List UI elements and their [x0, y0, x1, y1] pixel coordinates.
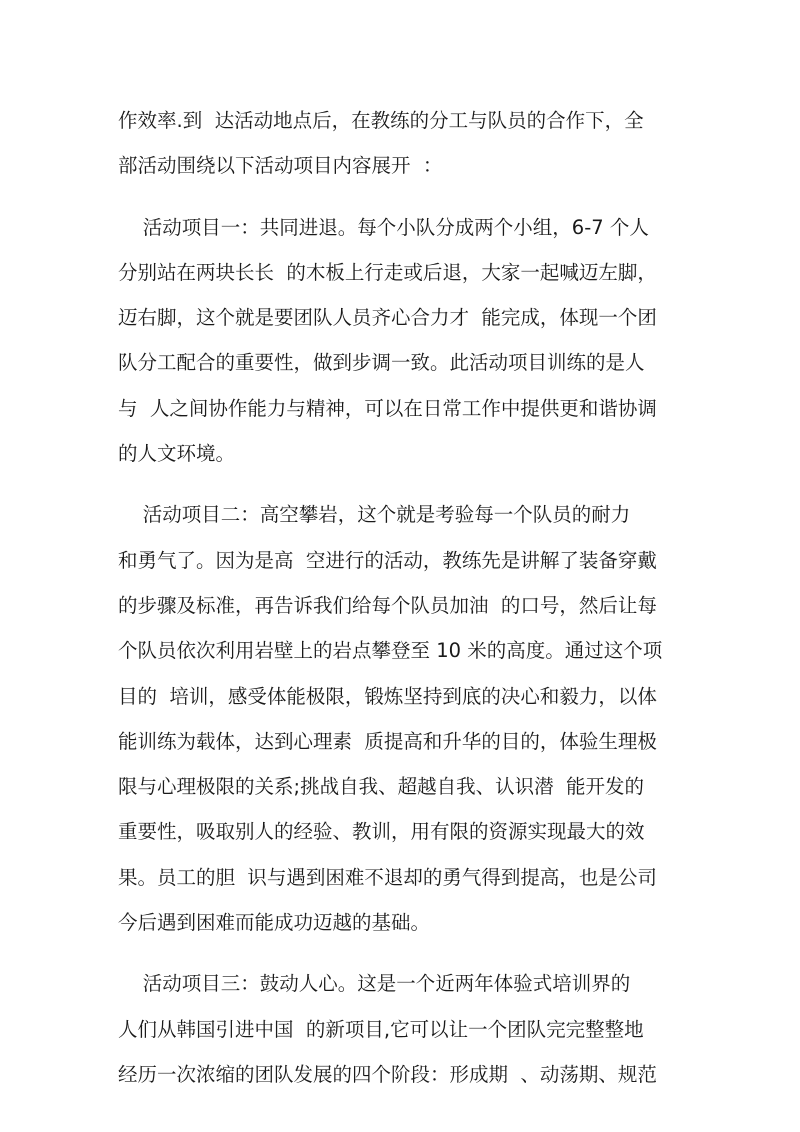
text-line: 的步骤及标准，再告诉我们给每个队员加油 的口号，然后让每	[118, 593, 657, 617]
text-line: 重要性，吸取别人的经验、教训，用有限的资源实现最大的效	[118, 820, 645, 844]
text-line: 活动项目二：高空攀岩，这个就是考验每一个队员的耐力	[118, 503, 631, 527]
paragraph	[118, 492, 686, 945]
text-line: 个队员依次利用岩壁上的岩点攀登至 10 米的高度。通过这个项	[118, 639, 663, 663]
text-line: 人们从韩国引进中国 的新项目,它可以让一个团队完完整整地	[118, 1017, 644, 1041]
text-line: 作效率.到 达活动地点后，在教练的分工与队员的合作下，全	[118, 109, 644, 132]
text-line: 队分工配合的重要性，做到步调一致。此活动项目训练的是人	[118, 351, 645, 375]
text-line: 限与心理极限的关系;挑战自我、超越自我、认识潜 能开发的	[118, 775, 644, 799]
text-line: 今后遇到困难而能成功迈越的基础。	[118, 911, 431, 935]
paragraph-gap	[118, 189, 686, 205]
text-line: 迈右脚，这个就是要团队人员齐心合力才 能完成，体现一个团	[118, 306, 657, 330]
text-line: 果。员工的胆 识与遇到困难不退却的勇气得到提高，也是公司	[118, 865, 657, 889]
paragraph	[118, 205, 686, 477]
paragraph	[118, 961, 686, 1097]
document-page	[118, 98, 686, 1097]
text-line: 目的 培训，感受体能极限，锻炼坚持到底的决心和毅力，以体	[118, 684, 657, 708]
text-line: 能训练为载体，达到心理素 质提高和升华的目的，体验生理极	[118, 729, 657, 753]
text-line: 和勇气了。因为是高 空进行的活动，教练先是讲解了装备穿戴	[118, 548, 657, 572]
text-line: 分别站在两块长长 的木板上行走或后退，大家一起喊迈左脚，	[118, 260, 657, 284]
text-line: 的人文环境。	[118, 442, 236, 466]
text-line: 部活动围绕以下活动项目内容展开 ：	[118, 154, 443, 178]
paragraph-gap	[118, 945, 686, 961]
text-line: 经历一次浓缩的团队发展的四个阶段：形成期 、动荡期、规范	[118, 1062, 657, 1086]
paragraph-gap	[118, 476, 686, 492]
paragraph	[118, 98, 686, 189]
text-line: 活动项目三：鼓动人心。这是一个近两年体验式培训界的	[118, 972, 631, 996]
text-line: 与 人之间协作能力与精神，可以在日常工作中提供更和谐协调	[118, 396, 657, 420]
text-line: 活动项目一：共同进退。每个小队分成两个小组，6-7 个人	[118, 215, 649, 239]
